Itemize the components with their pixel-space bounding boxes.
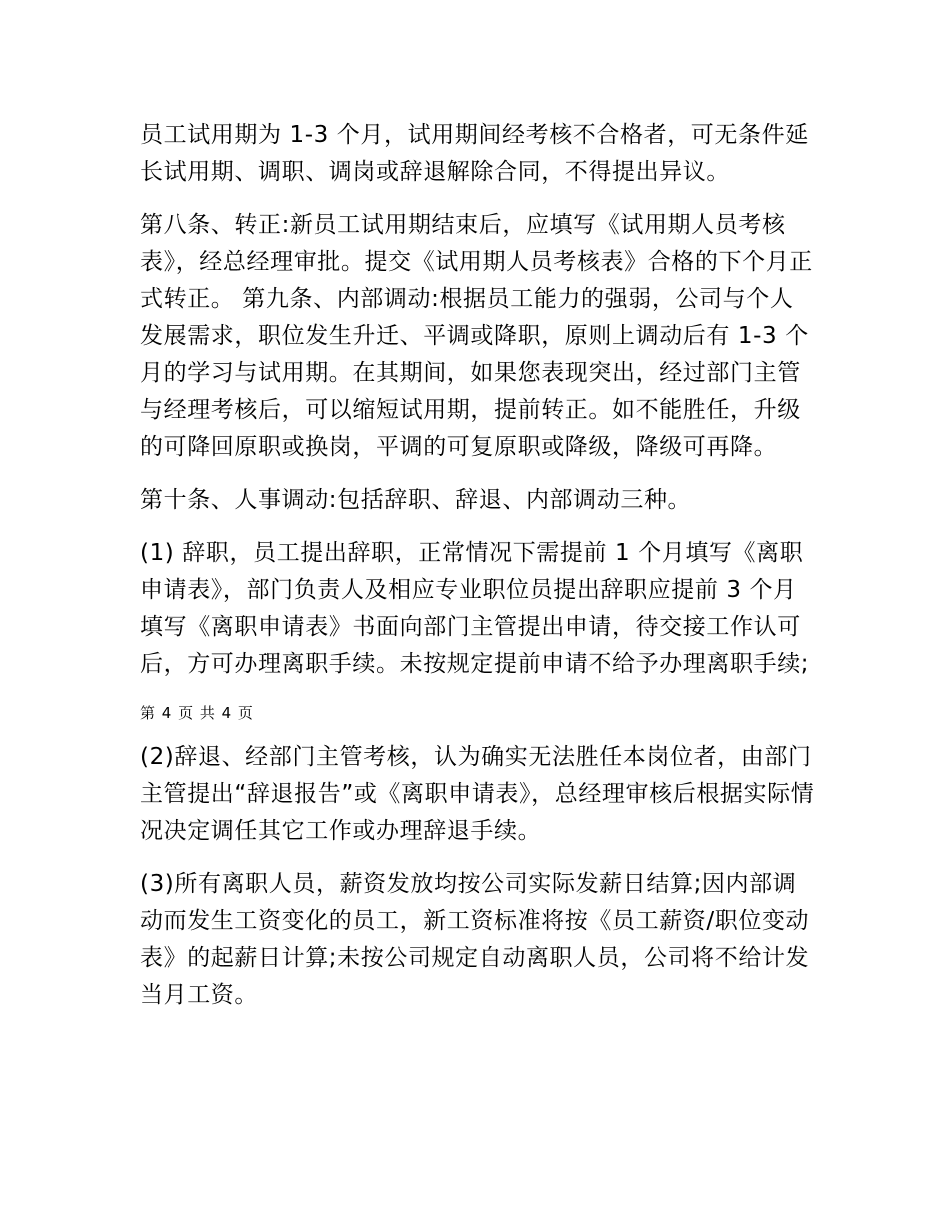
document-body: [140, 117, 815, 1014]
page-number: 第 4 页 共 4 页: [140, 704, 254, 722]
paragraph-dismissal: (2)辞退、经部门主管考核，认为确实无法胜任本岗位者，由部门主管提出“辞退报告”或《离职申请表》，总经理审核后根据实际情况决定调任其它工作或办理辞退手续。: [140, 744, 815, 844]
paragraph-article-10: 第十条、人事调动:包括辞职、辞退、内部调动三种。: [140, 487, 692, 513]
paragraph-salary-settlement: (3)所有离职人员，薪资发放均按公司实际发薪日结算;因内部调动而发生工资变化的员工，新工资标准将按《员工薪资/职位变动表》的起薪日计算;未按公司规定自动离职人员，公司将不给计发当月工资。: [140, 871, 810, 1008]
paragraph-probation-period: 员工试用期为 1-3 个月，试用期间经考核不合格者，可无条件延长试用期、调职、调岗或辞退解除合同，不得提出异议。: [140, 122, 809, 185]
paragraph-resignation: (1) 辞职，员工提出辞职，正常情况下需提前 1 个月填写《离职申请表》，部门负责人及相应专业职位员提出辞职应提前 3 个月填写《离职申请表》书面向部门主管提出申请，待交接工作认可后，方可办理离职手续。未按规定提前申请不给予办理离职手续;: [140, 540, 810, 677]
paragraph-article-8-9: 第八条、转正:新员工试用期结束后，应填写《试用期人员考核表》，经总经理审批。提交《试用期人员考核表》合格的下个月正式转正。 第九条、内部调动:根据员工能力的强弱，公司与个人发展需求，职位发生升迁、平调或降职，原则上调动后有 1-3 个月的学习与试用期。在其期间，如果您表现突出，经过部门主管与经理考核后，可以缩短试用期，提前转正。如不能胜任，升级的可降回原职或换岗，平调的可复原职或降级，降级可再降。: [140, 212, 813, 460]
